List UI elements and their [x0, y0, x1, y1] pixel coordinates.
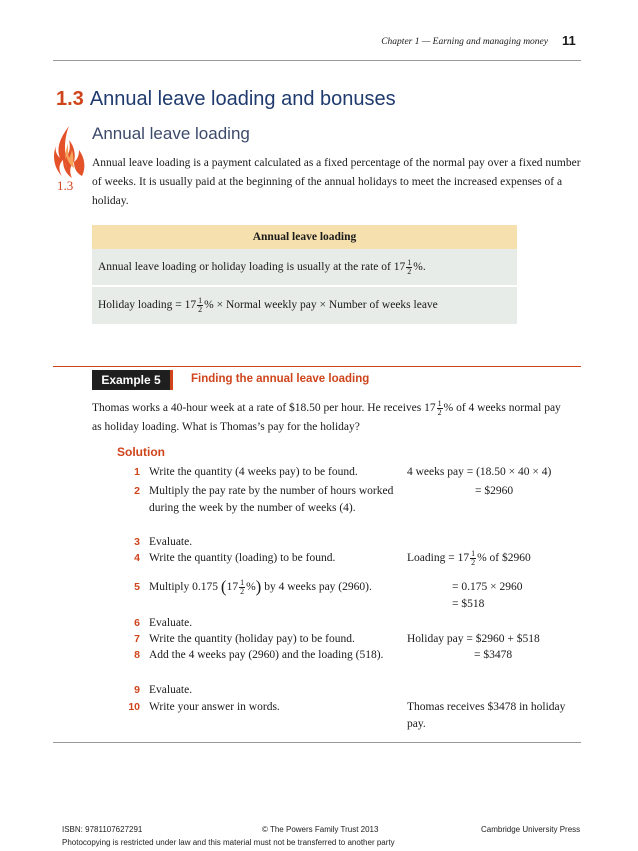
section-title-text: Annual leave loading and bonuses: [89, 88, 396, 110]
working-line: = $518: [452, 598, 485, 610]
half-fraction: $\frac{1}{2}$: [471, 549, 476, 567]
running-header: Chapter 1 — Earning and managing money: [381, 37, 548, 47]
formula-prefix: Holiday loading =: [98, 299, 182, 311]
flame-section-label: 1.3: [57, 178, 74, 193]
footer-copyright: © The Powers Family Trust 2013: [262, 825, 379, 834]
example-rule: [53, 366, 581, 367]
formula-whole: 17: [184, 299, 197, 311]
working-line: 4 weeks pay = (18.50 × 40 × 4): [407, 466, 552, 478]
header-rule: [53, 60, 581, 61]
half-fraction: $\frac{1}{2}$: [407, 257, 412, 276]
subsection-title: Annual leave loading: [92, 124, 250, 143]
solution-heading: Solution: [117, 445, 165, 459]
definition-row-rate: [92, 249, 517, 287]
example-problem: Thomas works a 40-hour week at a rate of $18.50 per hour. He receives 17 $\frac{1}{2}$ % of 4 weeks normal pay as holiday loading. What is Thomas’s pay for the holiday?: [92, 398, 561, 433]
example-badge: Example 5: [92, 370, 170, 390]
working-line: Loading = 17 $\frac{1}{2}$ % of $2960: [407, 549, 531, 567]
flame-icon: [52, 124, 86, 186]
intro-paragraph: Annual leave loading is a payment calculated as a fixed percentage of the normal pay over a fixed number of weeks. It is usually paid at the beginning of the annual holidays to meet the increased expenses of a holiday.: [92, 157, 581, 207]
example-badge-edge: [170, 370, 173, 390]
definition-row-formula: [92, 287, 517, 324]
page-number: 11: [562, 33, 576, 48]
final-answer: Thomas receives $3478 in holiday pay.: [407, 701, 566, 730]
section-title: [56, 88, 396, 111]
section-number: 1.3: [56, 88, 84, 110]
half-fraction: $\frac{1}{2}$: [437, 398, 442, 417]
footer-isbn: ISBN: 9781107627291: [62, 825, 143, 834]
bottom-rule: [53, 742, 581, 743]
footer-notice: Photocopying is restricted under law and this material must not be transferred to another party: [62, 838, 395, 847]
working-line: = 0.175 × 2960: [452, 581, 523, 593]
rate-text: Annual leave loading or holiday loading is usually at the rate of: [98, 261, 391, 273]
formula-rest: % × Normal weekly pay × Number of weeks leave: [204, 299, 438, 311]
working-line: = $3478: [474, 649, 513, 661]
rate-suffix: %.: [413, 261, 426, 273]
working-line: = $2960: [475, 485, 514, 497]
working-line: Holiday pay = $2960 + $518: [407, 633, 540, 645]
half-fraction: $\frac{1}{2}$: [240, 578, 245, 596]
example-title: Finding the annual leave loading: [191, 373, 370, 385]
definition-box-heading: Annual leave loading: [92, 225, 517, 249]
half-fraction: $\frac{1}{2}$: [198, 295, 203, 314]
rate-whole: 17: [393, 261, 406, 273]
footer-publisher: Cambridge University Press: [481, 825, 581, 834]
